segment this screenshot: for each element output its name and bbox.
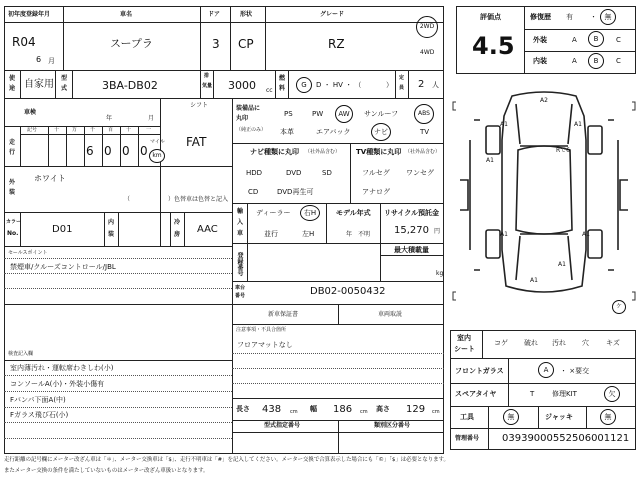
divider — [232, 143, 444, 144]
body-shape: CP — [238, 37, 254, 51]
ac-value: AAC — [197, 224, 218, 235]
divider — [4, 304, 444, 305]
import-dealer: ディーラー — [256, 209, 291, 217]
divider — [450, 406, 636, 407]
type-number-label: 型式指定番号 — [264, 422, 301, 429]
seat-condition: 汚れ — [552, 339, 566, 347]
navi-type: HDD — [246, 169, 263, 177]
interior-label: 内 — [108, 219, 115, 226]
divider — [160, 98, 161, 246]
navi-type-note: （社外品含む） — [305, 149, 341, 155]
divider — [265, 6, 266, 70]
inspection-label: 検査記入欄 — [8, 351, 34, 357]
sales-point-label: セールスポイント — [8, 250, 48, 256]
fuel-label: 燃 — [279, 75, 286, 82]
inspection-underline — [4, 438, 232, 439]
tools-none-circle: 無 — [503, 409, 519, 425]
kg-unit: kg — [436, 270, 444, 277]
equip-navi-circle: ナビ — [371, 123, 391, 141]
jack-label: ジャッキ — [545, 413, 573, 421]
damage-mark: A1 — [558, 261, 566, 268]
chassis-label: 車台 — [235, 285, 246, 291]
tools-label: 工具 — [460, 413, 474, 421]
use-label: 使 — [9, 75, 16, 82]
cm-unit: cm — [290, 409, 298, 415]
grade-label: グレード — [320, 11, 345, 18]
door-label: ドア — [208, 11, 220, 18]
equip-aw-circle: AW — [335, 105, 353, 123]
windshield-label: フロントガラス — [455, 367, 504, 375]
divider — [55, 70, 56, 98]
inspection-line: Fガラス飛び石(小) — [10, 411, 69, 419]
recycle-fee: 15,270 — [394, 225, 429, 236]
use-label: 途 — [9, 85, 16, 92]
divider — [170, 212, 171, 246]
model-code: 3BA-DB02 — [102, 79, 158, 92]
inspection-underline — [4, 391, 232, 392]
shift-label: シフト — [190, 102, 209, 109]
exterior-side-label: 装 — [9, 189, 16, 196]
repair-sep: ・ — [590, 13, 597, 21]
spare-tire-t: T — [530, 390, 535, 398]
mileage-unit-label: 万 — [72, 127, 78, 133]
mileage-digit: 6 — [86, 144, 94, 158]
ac-label: 冷 — [174, 219, 181, 226]
footer-note: またメーター交換の条件を満たしていないものはメーター改ざん車扱いとなります。 — [4, 468, 209, 474]
equipment-label: 装備品に — [236, 105, 261, 112]
capacity-unit: 人 — [432, 81, 439, 89]
divider — [338, 304, 339, 324]
damage-badge: ケ — [612, 300, 626, 314]
mileage-unit-label: 記号 — [27, 127, 38, 133]
divider — [380, 255, 444, 256]
new-warranty: 新車保証書 — [268, 311, 299, 318]
divider — [66, 126, 67, 166]
divider — [450, 358, 636, 359]
seat-condition: 穴 — [582, 339, 589, 347]
car-name-label: 車名 — [120, 11, 133, 18]
interior-grade-a: A — [572, 57, 577, 65]
cm-unit: cm — [432, 409, 440, 415]
import-parallel: 並行 — [264, 230, 278, 238]
chassis-label: 番号 — [235, 293, 246, 299]
repair-none-circle: 無 — [600, 9, 616, 25]
spare-missing-circle: 欠 — [604, 386, 620, 402]
spare-repair-kit: 修理KIT — [552, 390, 577, 398]
divider — [288, 70, 289, 98]
inspection-line: コンソールA(小)・外装小傷有 — [10, 380, 105, 388]
import-label: 輸 — [237, 208, 244, 215]
mileage-unit-label: 十 — [54, 127, 60, 133]
divider — [48, 126, 49, 166]
inspection-underline — [4, 407, 232, 408]
divider — [380, 203, 381, 243]
exterior-color: ホワイト — [34, 174, 66, 183]
height-label: 高さ — [376, 405, 390, 413]
divider — [20, 126, 21, 166]
door-count: 3 — [212, 37, 220, 51]
exterior-grade-label: 外装 — [533, 36, 547, 44]
equipment-note: （純正のみ） — [236, 127, 267, 133]
shaken-month: 月 — [148, 115, 155, 122]
shaken-label: 車検 — [24, 109, 37, 116]
divider — [524, 51, 636, 52]
divider — [482, 330, 483, 358]
sales-underline — [4, 288, 232, 289]
exterior-side-label: 外 — [9, 179, 16, 186]
capacity-label: 定 — [399, 75, 405, 81]
color-note-open: （ — [124, 196, 131, 203]
equip-tv: TV — [420, 128, 430, 136]
mgmt-number: 03939000552506001121 — [502, 433, 630, 444]
model-year-label: モデル年式 — [336, 209, 371, 217]
windshield-a-circle: A — [538, 362, 554, 378]
shaken-year: 年 — [106, 115, 113, 122]
import-label: 入 — [237, 219, 244, 226]
sales-underline — [4, 273, 232, 274]
repair-yes: 有 — [566, 13, 573, 21]
chassis-number: DB02-0050432 — [310, 286, 386, 297]
mileage-unit-label: 一 — [146, 127, 152, 133]
reg-month: 6 — [36, 55, 42, 64]
divider — [247, 203, 248, 243]
exterior-grade-circle: B — [588, 31, 604, 47]
divider — [508, 358, 509, 406]
left-hand: 左H — [302, 230, 315, 238]
tv-type-title: TV種類に丸印 — [356, 148, 402, 156]
divider — [200, 70, 201, 98]
divider — [586, 406, 587, 428]
damage-mark: A2 — [540, 97, 548, 104]
capacity: 2 — [418, 79, 425, 90]
color-code-label: No. — [7, 230, 19, 237]
cc-unit: cc — [266, 87, 273, 94]
divider — [350, 143, 351, 203]
interior-grade-circle: B — [588, 53, 604, 69]
height-value: 129 — [406, 404, 426, 415]
divider — [4, 360, 232, 361]
damage-mark: A1 — [500, 121, 508, 128]
windshield-other: ・ ×要交 — [560, 367, 590, 375]
width-value: 186 — [333, 404, 353, 415]
jack-none-circle: 無 — [600, 409, 616, 425]
reg-month-unit: 月 — [48, 57, 55, 65]
divider — [338, 420, 339, 454]
divider — [232, 324, 444, 325]
seat-condition: 破れ — [524, 339, 538, 347]
equip-leather: 本革 — [280, 128, 294, 136]
divider — [232, 243, 444, 244]
equip-abs-circle: ABS — [414, 104, 434, 124]
divider — [63, 6, 64, 70]
seat-condition: コゲ — [494, 339, 508, 347]
divider — [326, 203, 327, 243]
navi-type: CD — [248, 188, 259, 196]
seat-condition: キズ — [606, 339, 620, 347]
color-code: D01 — [52, 224, 73, 235]
repair-history-label: 修復歴 — [530, 13, 551, 21]
interior-label: 装 — [108, 231, 115, 238]
divider — [408, 70, 409, 98]
divider — [395, 70, 396, 98]
notes-underline — [232, 368, 444, 369]
first-reg-label: 初年度登録年月 — [8, 11, 51, 18]
model-label: 式 — [61, 85, 68, 92]
color-note: ）色替車は色替と記入 — [168, 196, 229, 203]
divider — [488, 406, 489, 450]
interior-grade-label: 内装 — [533, 57, 547, 65]
mileage-unit-label: 十 — [126, 127, 132, 133]
navi-type: DVD — [286, 169, 302, 177]
navi-type-title: ナビ種類に丸印 — [250, 148, 299, 156]
divider — [450, 383, 636, 384]
sales-point-text: 禁煙車/クルーズコントロール/JBL — [10, 263, 116, 271]
mileage-unit-label: 百 — [108, 127, 114, 133]
mileage-digit: 0 — [104, 144, 112, 158]
reg-year: R04 — [12, 35, 36, 49]
car-name: スープラ — [110, 37, 153, 50]
divider — [84, 126, 85, 166]
divider — [4, 22, 444, 23]
tv-type: アナログ — [362, 188, 390, 196]
sales-underline — [4, 258, 232, 259]
damage-mark: A1 — [500, 231, 508, 238]
capacity-label: 員 — [399, 85, 405, 91]
equip-pw: PW — [312, 110, 324, 118]
max-load-label: 最大積載量 — [394, 246, 429, 254]
drive-4wd: 4WD — [420, 49, 435, 56]
divider — [524, 29, 636, 30]
shift-value: FAT — [186, 135, 207, 149]
tv-type-note: （社外品含む） — [405, 149, 441, 155]
mileage-digit: 0 — [140, 144, 148, 158]
divider — [230, 6, 231, 70]
divider — [4, 246, 232, 247]
model-label: 型 — [61, 75, 68, 82]
right-hand-circle: 右H — [300, 205, 320, 221]
navi-type: SD — [322, 169, 332, 177]
inspection-underline — [4, 422, 232, 423]
recycle-label: リサイクル預託金 — [384, 209, 440, 217]
divider — [213, 70, 214, 98]
class-number-label: 類別区分番号 — [374, 422, 411, 429]
divider — [232, 98, 233, 304]
inspection-line: 室内薄汚れ・運転席わきしわ(小) — [10, 364, 114, 372]
divider — [102, 126, 103, 166]
displacement-label: 気量 — [202, 83, 213, 89]
divider — [4, 70, 444, 71]
mile-label: マイル — [150, 139, 165, 145]
score-value: 4.5 — [472, 32, 515, 60]
tv-type: フルセグ — [362, 169, 390, 177]
divider — [4, 166, 232, 167]
length-label: 長さ — [236, 405, 250, 413]
inspection-underline — [4, 375, 232, 376]
fuel-gasoline-circle: G — [296, 77, 312, 93]
spare-tire-label: スペアタイヤ — [455, 390, 497, 398]
notes-underline — [232, 383, 444, 384]
divider — [104, 212, 105, 246]
equip-ps: PS — [284, 110, 293, 118]
exterior-grade-a: A — [572, 36, 577, 44]
notes-underline — [232, 353, 444, 354]
fuel-other: D ・ HV ・ （ — [316, 81, 362, 89]
divider — [380, 243, 381, 281]
divider — [184, 212, 185, 246]
car-damage-diagram — [450, 80, 638, 324]
length-value: 438 — [262, 404, 282, 415]
import-label: 車 — [237, 230, 244, 237]
divider — [232, 203, 444, 204]
divider — [450, 428, 636, 429]
cm-unit: cm — [360, 409, 368, 415]
color-code-label: カラー — [6, 219, 22, 225]
fuel-label: 料 — [279, 85, 286, 92]
divider — [247, 243, 248, 281]
mileage-unit-label: 千 — [90, 127, 96, 133]
equipment-label: 丸印 — [236, 115, 249, 122]
damage-mark: A1 — [486, 157, 494, 164]
displacement-label: 排 — [204, 73, 210, 79]
score-label: 評価点 — [480, 13, 501, 21]
notes-label: 注意事項・不具合箇所 — [236, 327, 287, 333]
drive-2wd-circle: 2WD — [416, 16, 438, 38]
model-year: 年 不明 — [346, 231, 371, 238]
divider — [20, 212, 21, 246]
yen-unit: 円 — [434, 228, 441, 235]
footer-note: 走行距離の記号欄にメーター改ざん車は「＊」、メーター交換車は「$」、走行不明車は「#」を記入してください。メーター交換で合算表示した場合にも「©」「$」は必要となります。 — [4, 457, 449, 463]
shape-label: 形状 — [240, 11, 253, 18]
divider — [118, 212, 119, 246]
inspection-line: Fバンパ下面A(中) — [10, 396, 66, 404]
damage-mark: A1 — [530, 277, 538, 284]
km-circle: km — [149, 149, 165, 163]
damage-mark: Rで6 — [556, 147, 570, 154]
owner-manual: 車両取説 — [378, 311, 403, 318]
notes-text: フロアマットなし — [237, 341, 293, 349]
divider — [72, 70, 73, 98]
mileage-side-label: 行 — [9, 149, 16, 156]
seat-label: シート — [454, 345, 475, 353]
divider — [275, 70, 276, 98]
mileage-digit: 0 — [122, 144, 130, 158]
divider — [20, 134, 160, 135]
damage-mark: A1 — [582, 231, 590, 238]
mileage-side-label: 走 — [9, 139, 16, 146]
registration-label: 登録番号 — [236, 252, 243, 276]
navi-type: DVD再生可 — [277, 188, 314, 196]
ac-label: 房 — [174, 231, 181, 238]
divider — [232, 398, 444, 399]
divider — [4, 98, 444, 99]
damage-mark: A1 — [574, 121, 582, 128]
width-label: 幅 — [310, 405, 317, 413]
divider — [232, 281, 444, 282]
equip-airbag: エアバック — [316, 128, 351, 136]
divider — [120, 126, 121, 166]
divider — [232, 432, 444, 433]
fuel-close: ） — [386, 81, 393, 89]
exterior-grade-c: C — [616, 36, 621, 44]
tv-type: ワンセグ — [406, 169, 434, 177]
equip-sunroof: サンルーフ — [364, 110, 399, 118]
divider — [20, 70, 21, 98]
interior-grade-c: C — [616, 57, 621, 65]
grade: RZ — [328, 37, 345, 51]
seat-label: 室内 — [457, 334, 471, 342]
divider — [538, 406, 539, 428]
mgmt-number-label: 管理番号 — [455, 435, 480, 442]
displacement: 3000 — [228, 79, 256, 92]
divider — [138, 126, 139, 166]
divider — [200, 6, 201, 70]
divider — [524, 6, 525, 74]
use-value: 自家用 — [24, 79, 54, 90]
